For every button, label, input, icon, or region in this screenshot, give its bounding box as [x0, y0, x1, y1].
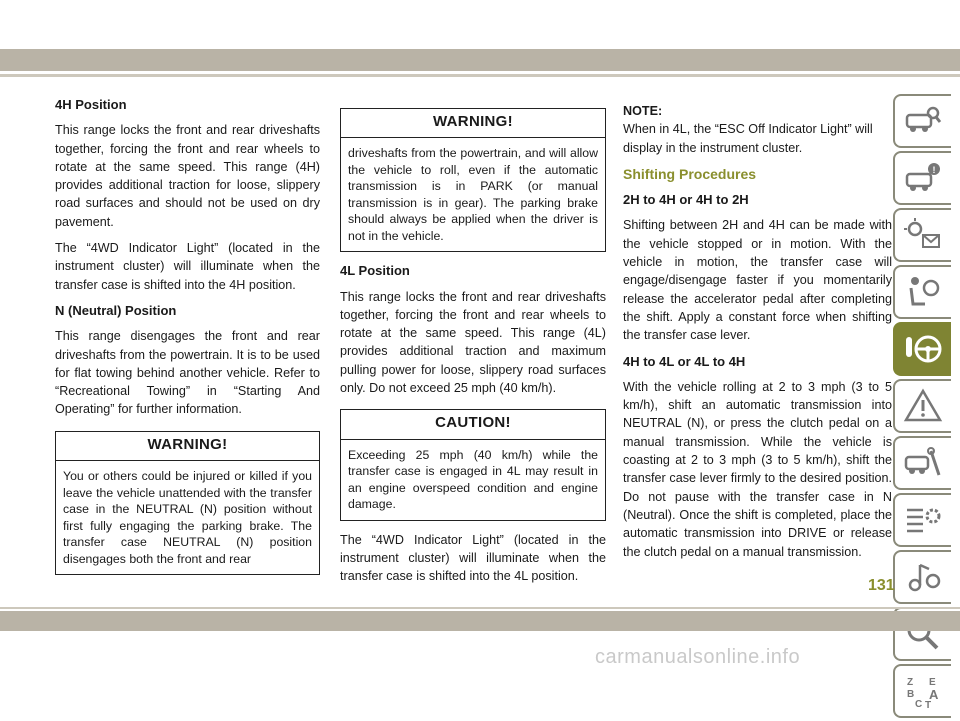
warning-body: You or others could be injured or killed if you leave the vehicle unattended with the transfer case in the NEUTRAL (N) position without first fully engaging the parking brake. The transfer case NEUTRAL (N) position disengages both the front and rear	[63, 469, 312, 566]
heading-4h-position: 4H Position	[55, 97, 127, 112]
car-search-icon	[903, 103, 943, 139]
top-band-line	[0, 74, 960, 77]
alphabet-index-icon	[903, 673, 943, 709]
svg-text:E: E	[929, 677, 936, 688]
bottom-band	[0, 611, 960, 631]
steering-key-icon	[903, 331, 943, 367]
car-wrench-icon	[903, 445, 943, 481]
warning-title: WARNING!	[56, 432, 319, 461]
tab-multimedia[interactable]	[893, 550, 951, 604]
tab-lights-messages[interactable]	[893, 208, 951, 262]
tab-starting-operating[interactable]	[893, 322, 951, 376]
light-message-icon	[903, 217, 943, 253]
warning-box-continued	[340, 108, 606, 252]
paragraph: This range locks the front and rear driveshafts together, forcing the front and rear wheels to rotate at the same speed. This range (4H) provides additional traction for loose, slippery road surfaces and should not be used on dry pavement.	[55, 123, 320, 229]
section-heading: Shifting Procedures	[623, 165, 757, 182]
tab-emergency[interactable]	[893, 379, 951, 433]
heading-neutral-position: N (Neutral) Position	[55, 302, 177, 318]
tab-index[interactable]	[893, 664, 951, 718]
column-1	[55, 96, 320, 585]
watermark: carmanualsonline.info	[595, 646, 801, 668]
caution-title: CAUTION!	[341, 410, 605, 439]
paragraph: This range disengages the front and rear driveshafts from the powertrain. It is to be used for flat towing behind another vehicle. Refer to “Recreational Towing” in “Starting And Operating” for further information.	[55, 329, 320, 417]
list-gear-icon	[903, 502, 943, 538]
svg-text:T: T	[925, 700, 932, 709]
heading-4l-position: 4L Position	[340, 263, 410, 279]
tab-safety[interactable]	[893, 265, 951, 319]
caution-body: Exceeding 25 mph (40 km/h) while the transfer case is engaged in 4L may result in an engine overspeed condition and engine damage.	[348, 447, 598, 512]
bottom-band-line	[0, 607, 960, 609]
note-text: When in 4L, the “ESC Off Indicator Light” will display in the instrument cluster.	[623, 122, 873, 155]
paragraph: Shifting between 2H and 4H can be made with the vehicle stopped or in motion. With the vehicle in motion, the transfer case will engage/disengage faster if you momentarily release the accelerator pedal after completing the shift. Apply a constant force when shifting the transfer case lever.	[623, 218, 892, 343]
paragraph: The “4WD Indicator Light” (located in the instrument cluster) will illuminate when the transfer case is shifted into the 4H position.	[55, 241, 320, 292]
top-band	[0, 49, 960, 71]
caution-box	[340, 409, 606, 520]
paragraph: The “4WD Indicator Light” (located in the instrument cluster) will illuminate when the transfer case is shifted into the 4L position.	[340, 532, 606, 584]
page-number: 131	[868, 577, 895, 594]
warning-title: WARNING!	[341, 109, 605, 138]
column-3	[623, 102, 892, 569]
car-info-icon	[903, 160, 943, 196]
music-nav-icon	[903, 559, 943, 595]
tab-specifications[interactable]	[893, 493, 951, 547]
paragraph: This range locks the front and rear driveshafts together, forcing the front and rear wheels to rotate at the same speed. This range (4L) provides additional traction and maximum pulling power for loose, slippery road surfaces only. Do not exceed 25 mph (40 km/h).	[340, 289, 606, 396]
airbag-seat-icon	[903, 274, 943, 310]
svg-text:A: A	[929, 687, 939, 702]
note-block	[623, 102, 892, 157]
column-2	[340, 102, 606, 594]
tab-car-search[interactable]	[893, 94, 951, 148]
warning-box	[55, 431, 320, 575]
svg-text:B: B	[907, 689, 915, 700]
warning-body: driveshafts from the powertrain, and will allow the vehicle to roll, even if the automatic transmission is in PARK (or manual transmission is in gear). The parking brake should always be applied when the driver is not in the vehicle.	[348, 146, 598, 243]
tab-car-info[interactable]	[893, 151, 951, 205]
tab-servicing[interactable]	[893, 436, 951, 490]
subheading-4h-4l: 4H to 4L or 4L to 4H	[623, 353, 746, 369]
svg-text:C: C	[915, 699, 923, 709]
svg-text:Z: Z	[907, 677, 914, 688]
subheading-2h-4h: 2H to 4H or 4H to 2H	[623, 192, 749, 208]
paragraph: With the vehicle rolling at 2 to 3 mph (3 to 5 km/h), shift an automatic transmission into NEUTRAL (N), or press the clutch pedal on a manual transmission. While the vehicle is coasting at 2 to 3 mph (3 to 5 km/h), shift the transfer case lever firmly to the desired position. Do not pause with the transfer case in N (Neutral). Once the shift is completed, place the automatic transmission into DRIVE or release the clutch pedal on a manual transmission.	[623, 379, 892, 559]
note-label: NOTE:	[623, 104, 663, 118]
svg-text:!: !	[932, 165, 936, 175]
road-warning-icon	[903, 388, 943, 424]
